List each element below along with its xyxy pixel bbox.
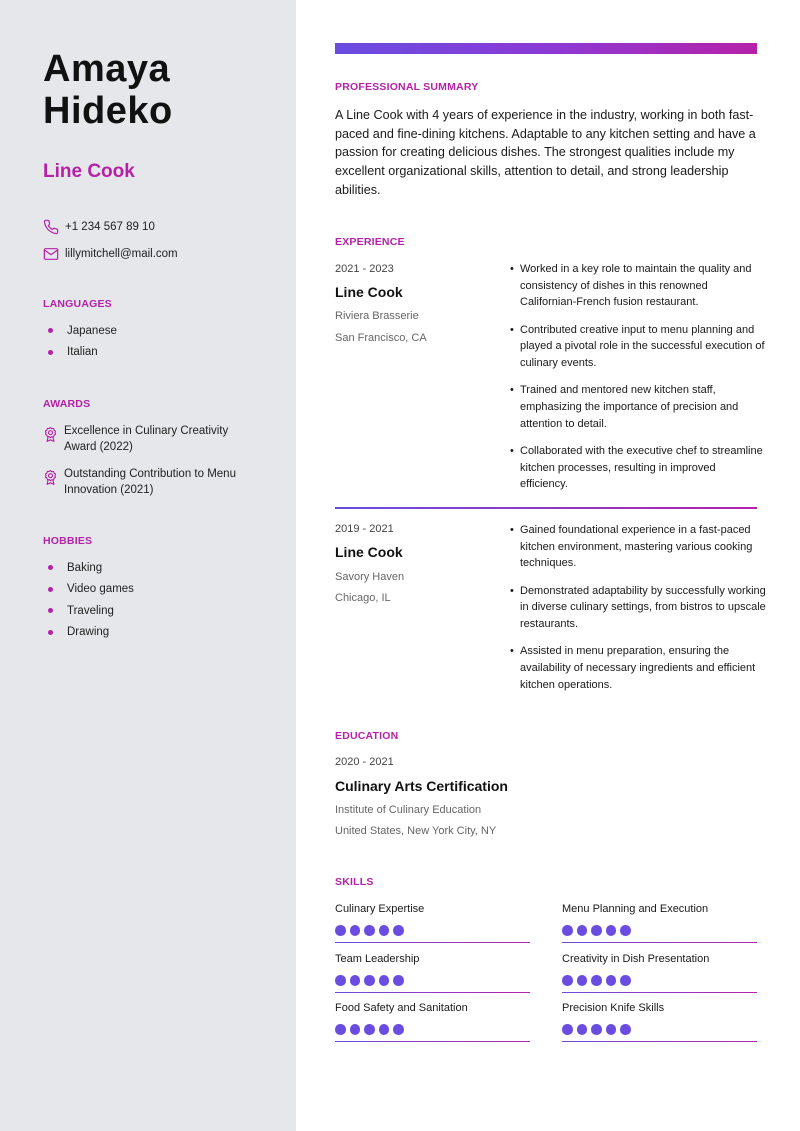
- list-item: Traveling: [45, 600, 134, 622]
- mail-icon: [43, 246, 59, 262]
- skill-dot: [577, 975, 588, 986]
- skill-label: Precision Knife Skills: [562, 1002, 665, 1014]
- skill-underline: [335, 992, 530, 994]
- job-dates: 2021 - 2023: [335, 263, 394, 275]
- award-ribbon-icon: [43, 426, 58, 443]
- list-item: Baking: [45, 557, 134, 579]
- skill-label: Culinary Expertise: [335, 903, 425, 915]
- list-item: • Demonstrated adaptability by successfully working in diverse culinary settings, from bistros to upscale restaurants.: [510, 583, 766, 633]
- list-item: Italian: [45, 342, 117, 364]
- job-location: San Francisco, CA: [335, 332, 427, 344]
- phone-number: +1 234 567 89 10: [65, 221, 155, 233]
- skill-underline: [335, 1041, 530, 1043]
- skill-item: [562, 1002, 757, 1042]
- skill-dot: [591, 1024, 602, 1035]
- skills-heading: SKILLS: [335, 876, 374, 888]
- skill-dot: [606, 1024, 617, 1035]
- hobbies-list: [45, 557, 134, 643]
- skill-item: [335, 953, 530, 993]
- job-title: Line Cook: [335, 544, 403, 560]
- skill-underline: [335, 942, 530, 944]
- skill-dot: [379, 925, 390, 936]
- education-school: Institute of Culinary Education: [335, 804, 482, 816]
- list-item: • Collaborated with the executive chef to streamline kitchen processes, resulting in improved efficiency.: [510, 443, 766, 493]
- list-item: • Gained foundational experience in a fast-paced kitchen environment, mastering various cooking techniques.: [510, 522, 766, 572]
- skill-dot: [335, 975, 346, 986]
- main-content: [296, 0, 800, 1131]
- education-heading: EDUCATION: [335, 730, 399, 742]
- list-item: • Worked in a key role to maintain the quality and consistency of dishes in this renowned Californian-French fusion restaurant.: [510, 261, 766, 311]
- skill-rating: [562, 925, 757, 936]
- skill-item: [562, 903, 757, 943]
- skill-dot: [350, 925, 361, 936]
- bullet-icon: [48, 630, 53, 635]
- education-dates: 2020 - 2021: [335, 756, 394, 768]
- job-duties: [510, 261, 766, 503]
- skill-dot: [606, 925, 617, 936]
- skill-dot: [364, 1024, 375, 1035]
- skill-dot: [393, 925, 404, 936]
- skill-dot: [562, 1024, 573, 1035]
- skill-label: Food Safety and Sanitation: [335, 1002, 468, 1014]
- list-item: • Contributed creative input to menu planning and played a pivotal role in the successful execution of culinary events.: [510, 322, 766, 372]
- hobbies-heading: HOBBIES: [43, 535, 93, 547]
- award-ribbon-icon: [43, 469, 58, 486]
- first-name: Amaya: [43, 48, 171, 90]
- languages-list: [45, 320, 117, 363]
- skill-dot: [350, 975, 361, 986]
- job-duties: [510, 522, 766, 704]
- skill-dot: [577, 1024, 588, 1035]
- skill-dot: [335, 925, 346, 936]
- email-contact[interactable]: [43, 246, 178, 262]
- skill-item: [562, 953, 757, 993]
- job-company: Riviera Brasserie: [335, 310, 419, 322]
- skill-dot: [335, 1024, 346, 1035]
- job-location: Chicago, IL: [335, 592, 391, 604]
- skill-rating: [562, 975, 757, 986]
- experience-heading: EXPERIENCE: [335, 236, 405, 248]
- header-gradient-bar: [335, 43, 757, 54]
- education-title: Culinary Arts Certification: [335, 778, 508, 794]
- job-dates: 2019 - 2021: [335, 523, 394, 535]
- award-item: Outstanding Contribution to Menu Innovation (2021): [43, 466, 273, 498]
- skill-underline: [562, 942, 757, 944]
- skill-label: Menu Planning and Execution: [562, 903, 709, 915]
- bullet-icon: [48, 565, 53, 570]
- skill-dot: [364, 975, 375, 986]
- bullet-icon: [48, 587, 53, 592]
- skill-label: Creativity in Dish Presentation: [562, 953, 710, 965]
- skill-rating: [562, 1024, 757, 1035]
- skill-dot: [393, 1024, 404, 1035]
- skill-dot: [591, 925, 602, 936]
- skill-dot: [562, 975, 573, 986]
- skill-item: [335, 1002, 530, 1042]
- phone-icon: [43, 219, 59, 235]
- sidebar: [0, 0, 296, 1131]
- last-name: Hideko: [43, 90, 173, 132]
- job-divider: [335, 507, 757, 509]
- list-item: Japanese: [45, 320, 117, 342]
- candidate-name: [43, 48, 173, 132]
- skill-item: [335, 903, 530, 943]
- skill-dot: [379, 1024, 390, 1035]
- awards-heading: AWARDS: [43, 398, 91, 410]
- summary-text: A Line Cook with 4 years of experience in the industry, working in both fast-paced and fine-dining kitchens. Adaptable to any kitchen setting and have a passion for creating delicious dishes. The strongest qualities include my excellent organizational skills, attention to detail, and strong leadership abilities.: [335, 108, 756, 197]
- list-item: Drawing: [45, 622, 134, 644]
- email-address: lillymitchell@mail.com: [65, 248, 178, 260]
- skill-label: Team Leadership: [335, 953, 420, 965]
- skill-dot: [620, 925, 631, 936]
- bullet-icon: [48, 350, 53, 355]
- bullet-icon: [48, 608, 53, 613]
- skill-rating: [335, 1024, 530, 1035]
- bullet-icon: [48, 328, 53, 333]
- skill-dot: [620, 1024, 631, 1035]
- list-item: Video games: [45, 579, 134, 601]
- job-role: Line Cook: [43, 161, 135, 182]
- skill-rating: [335, 925, 530, 936]
- skill-underline: [562, 992, 757, 994]
- skill-dot: [350, 1024, 361, 1035]
- skill-dot: [393, 975, 404, 986]
- summary-heading: PROFESSIONAL SUMMARY: [335, 81, 479, 93]
- skill-dot: [562, 925, 573, 936]
- skill-dot: [379, 975, 390, 986]
- job-company: Savory Haven: [335, 571, 405, 583]
- skill-dot: [364, 925, 375, 936]
- skill-dot: [577, 925, 588, 936]
- job-title: Line Cook: [335, 284, 403, 300]
- list-item: • Assisted in menu preparation, ensuring the availability of necessary ingredients and efficient kitchen operations.: [510, 643, 766, 693]
- list-item: • Trained and mentored new kitchen staff, emphasizing the importance of precision and attention to detail.: [510, 382, 766, 432]
- skill-dot: [591, 975, 602, 986]
- award-item: Excellence in Culinary Creativity Award (2022): [43, 423, 273, 455]
- phone-contact[interactable]: [43, 219, 155, 235]
- skill-underline: [562, 1041, 757, 1043]
- skill-dot: [606, 975, 617, 986]
- education-location: United States, New York City, NY: [335, 825, 497, 837]
- languages-heading: LANGUAGES: [43, 298, 112, 310]
- skill-rating: [335, 975, 530, 986]
- skill-dot: [620, 975, 631, 986]
